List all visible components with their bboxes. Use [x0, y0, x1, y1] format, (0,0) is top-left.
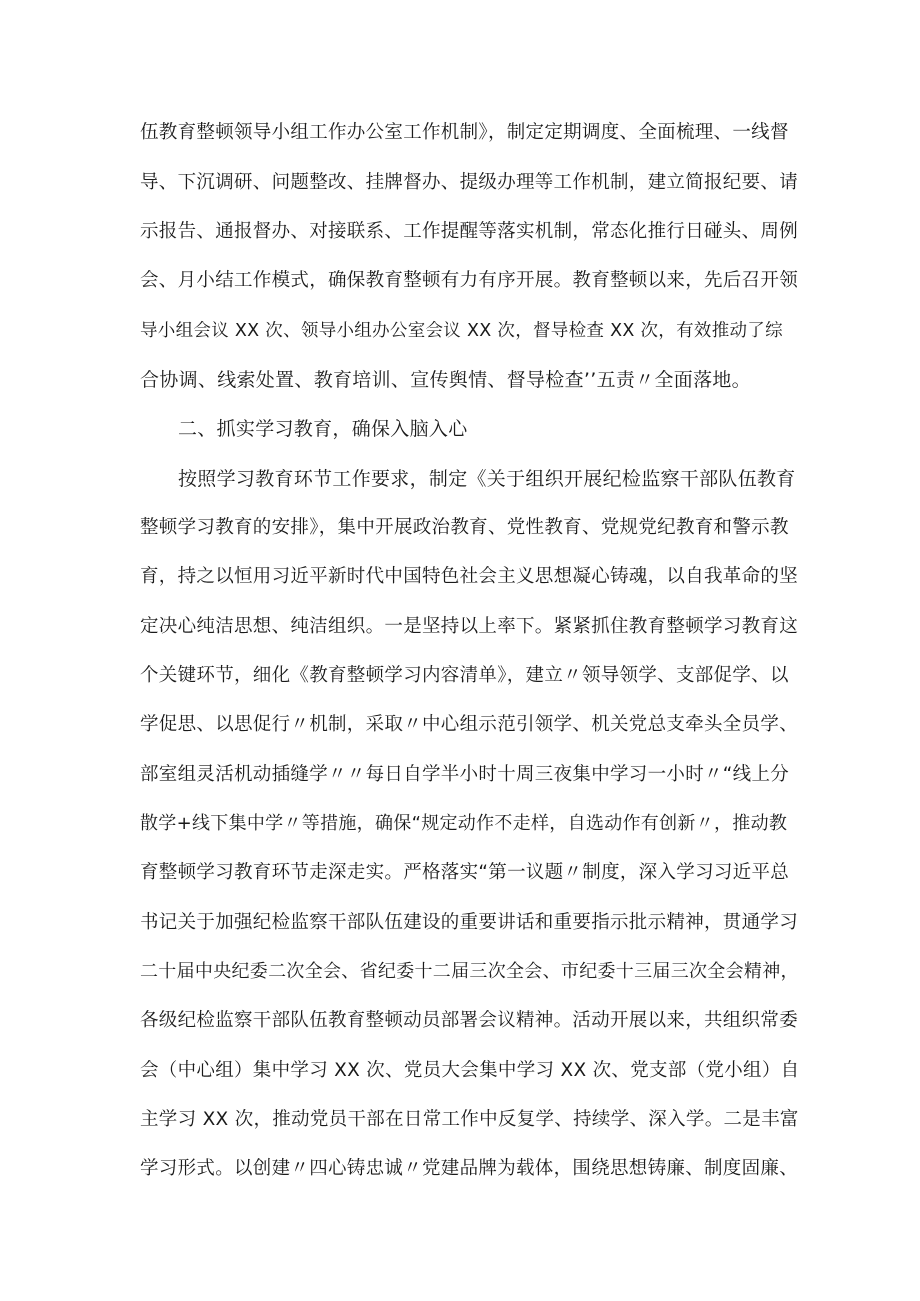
paragraph-line: 主学习 XX 次，推动党员干部在日常工作中反复学、持续学、深入学。二是丰富: [140, 1109, 799, 1130]
paragraph-line: 书记关于加强纪检监察干部队伍建设的重要讲话和重要指示批示精神，贯通学习: [140, 912, 799, 933]
paragraph-line: 各级纪检监察干部队伍教育整顿动员部署会议精神。活动开展以来，共组织常委: [140, 1010, 799, 1031]
paragraph-line: 育，持之以恒用习近平新时代中国特色社会主义思想凝心铸魂，以自我革命的坚: [140, 566, 799, 587]
paragraph-line: 伍教育整顿领导小组工作办公室工作机制》，制定定期调度、全面梳理、一线督: [140, 122, 789, 143]
paragraph-line: 育整顿学习教育环节走深走实。严格落实“第一议题〃制度，深入学习习近平总: [140, 862, 790, 883]
paragraph-line: 二十届中央纪委二次全会、省纪委十二届三次全会、市纪委十三届三次全会精神，: [140, 961, 799, 982]
paragraph-line: 学促思、以思促行〃机制，采取〃中心组示范引领学、机关党总支牵头全员学、: [140, 714, 799, 735]
paragraph-line: 散学+线下集中学〃等措施，确保“规定动作不走样，自选动作有创新〃，推动教: [140, 813, 788, 834]
paragraph-line: 按照学习教育环节工作要求，制定《关于组织开展纪检监察干部队伍教育: [178, 468, 796, 490]
paragraph-line: 示报告、通报督办、对接联系、工作提醒等落实机制，常态化推行日碰头、周例: [140, 221, 799, 242]
paragraph-line: 学习形式。以创建〃四心铸忠诚〃党建品牌为载体，围绕思想铸廉、制度固廉、: [140, 1158, 799, 1179]
paragraph-line: 整顿学习教育的安排》，集中开展政治教育、党性教育、党规党纪教育和警示教: [140, 517, 789, 538]
section-heading: 二、抓实学习教育，确保入脑入心: [178, 418, 468, 440]
paragraph-line: 会（中心组）集中学习 XX 次、党员大会集中学习 XX 次、党支部（党小组）自: [140, 1060, 800, 1081]
paragraph-line: 定决心纯洁思想、纯洁组织。一是坚持以上率下。紧紧抓住教育整顿学习教育这: [140, 616, 799, 637]
paragraph-line: 个关键环节，细化《教育整顿学习内容清单》，建立〃领导领学、支部促学、以: [140, 665, 789, 686]
paragraph-line: 会、月小结工作模式，确保教育整顿有力有序开展。教育整顿以来，先后召开领: [140, 270, 799, 291]
paragraph-line: 导小组会议 XX 次、领导小组办公室会议 XX 次，督导检查 XX 次，有效推动了综: [140, 321, 783, 341]
paragraph-line: 合协调、线索处置、教育培训、宣传舆情、督导检查’’五责〃全面落地。: [140, 369, 751, 391]
paragraph-line: 部室组灵活机动插缝学〃〃每日自学半小时十周三夜集中学习一小时〃“线上分: [140, 764, 790, 785]
paragraph-line: 导、下沉调研、问题整改、挂牌督办、提级办理等工作机制，建立简报纪要、请: [140, 172, 799, 193]
